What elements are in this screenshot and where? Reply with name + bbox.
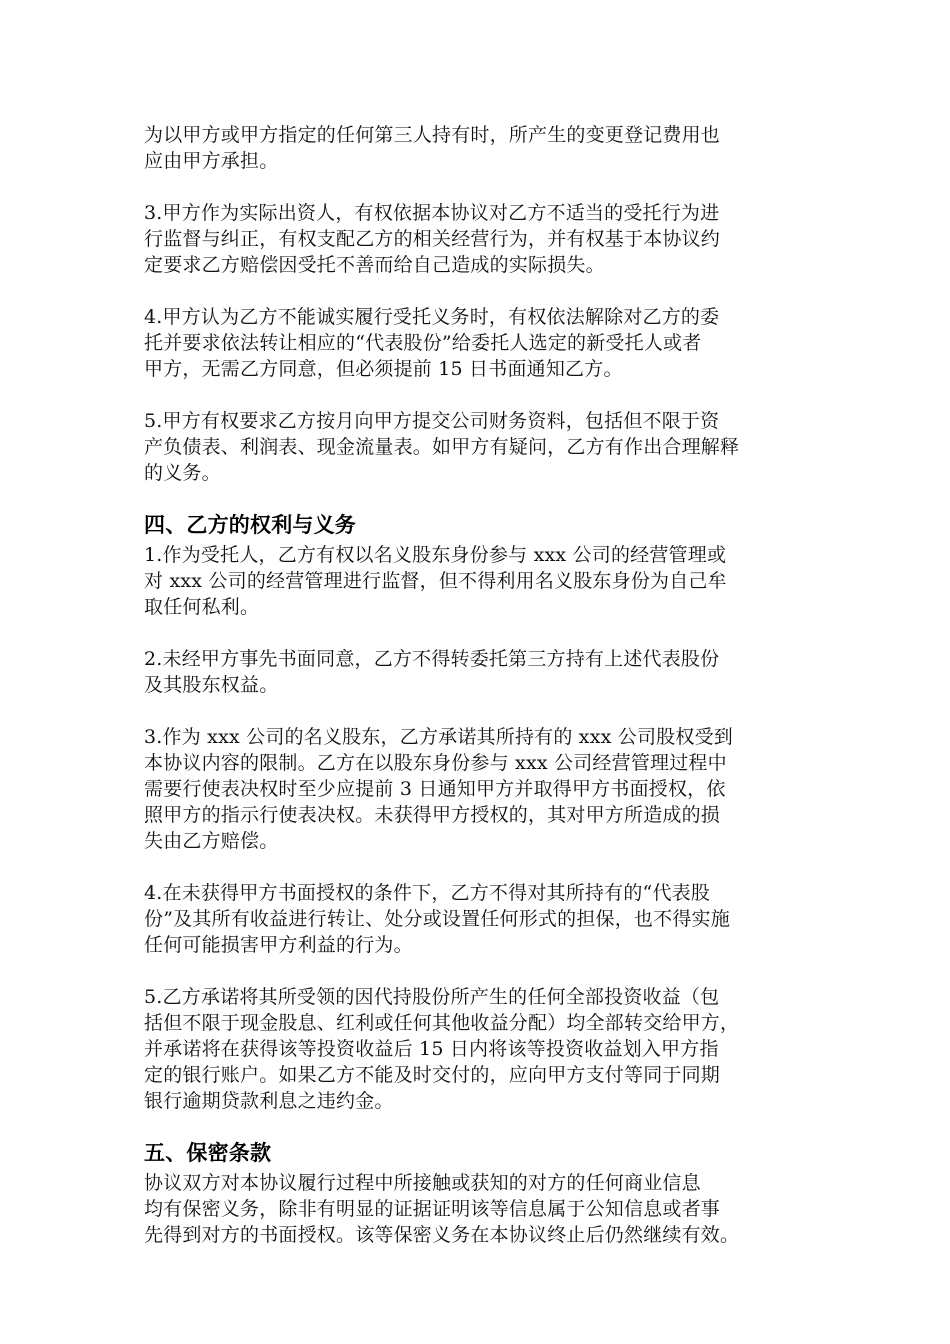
text-line: 并承诺将在获得该等投资收益后 15 日内将该等投资收益划入甲方指 xyxy=(144,1038,719,1060)
paragraph-continuation xyxy=(144,122,824,174)
text-line: 的义务。 xyxy=(144,462,221,484)
text-line: 1.作为受托人，乙方有权以名义股东身份参与 xxx 公司的经营管理或 xyxy=(144,544,727,566)
text-line: 先得到对方的书面授权。该等保密义务在本协议终止后仍然继续有效。 xyxy=(144,1224,740,1246)
paragraph-section4-clause-4 xyxy=(144,880,824,958)
text-line: 对 xxx 公司的经营管理进行监督，但不得利用名义股东身份为自己牟 xyxy=(144,570,727,592)
document-body xyxy=(144,122,824,1248)
text-line: 定要求乙方赔偿因受托不善而给自己造成的实际损失。 xyxy=(144,254,605,276)
text-line: 需要行使表决权时至少应提前 3 日通知甲方并取得甲方书面授权，依 xyxy=(144,778,726,800)
paragraph-clause-3-1 xyxy=(144,200,824,278)
text-line: 失由乙方赔偿。 xyxy=(144,830,279,852)
text-line: 为以甲方或甲方指定的任何第三人持有时，所产生的变更登记费用也 xyxy=(144,124,721,146)
text-line: 托并要求依法转让相应的“代表股份”给委托人选定的新受托人或者 xyxy=(144,332,702,354)
text-line: 照甲方的指示行使表决权。未获得甲方授权的，其对甲方所造成的损 xyxy=(144,804,721,826)
text-line: 5.乙方承诺将其所受领的因代持股份所产生的任何全部投资收益（包 xyxy=(144,986,720,1008)
section-heading-confidentiality: 五、保密条款 xyxy=(144,1141,272,1165)
text-line: 银行逾期贷款利息之违约金。 xyxy=(144,1090,394,1112)
text-line: 3.作为 xxx 公司的名义股东，乙方承诺其所持有的 xxx 公司股权受到 xyxy=(144,726,733,748)
text-line: 协议双方对本协议履行过程中所接触或获知的对方的任何商业信息 xyxy=(144,1172,701,1194)
text-line: 5.甲方有权要求乙方按月向甲方提交公司财务资料，包括但不限于资 xyxy=(144,410,720,432)
text-line: 本协议内容的限制。乙方在以股东身份参与 xxx 公司经营管理过程中 xyxy=(144,752,727,774)
text-line: 行监督与纠正，有权支配乙方的相关经营行为，并有权基于本协议约 xyxy=(144,228,721,250)
paragraph-section4-clause-5 xyxy=(144,984,824,1114)
text-line: 均有保密义务，除非有明显的证据证明该等信息属于公知信息或者事 xyxy=(144,1198,721,1220)
text-line: 3.甲方作为实际出资人，有权依据本协议对乙方不适当的受托行为进 xyxy=(144,202,720,224)
text-line: 任何可能损害甲方利益的行为。 xyxy=(144,934,413,956)
paragraph-clause-4-1 xyxy=(144,304,824,382)
text-line: 4.在未获得甲方书面授权的条件下，乙方不得对其所持有的“代表股 xyxy=(144,882,711,904)
section-heading-party-b-rights: 四、乙方的权利与义务 xyxy=(144,513,356,537)
text-line: 取任何私利。 xyxy=(144,596,260,618)
paragraph-clause-5-1 xyxy=(144,408,824,486)
text-line: 及其股东权益。 xyxy=(144,674,279,696)
text-line: 甲方，无需乙方同意，但必须提前 15 日书面通知乙方。 xyxy=(144,358,623,380)
paragraph-section4-clause-2 xyxy=(144,646,824,698)
text-line: 定的银行账户。如果乙方不能及时交付的，应向甲方支付等同于同期 xyxy=(144,1064,721,1086)
text-line: 产负债表、利润表、现金流量表。如甲方有疑问，乙方有作出合理解释 xyxy=(144,436,740,458)
paragraph-section4-clause-3 xyxy=(144,724,824,854)
text-line: 2.未经甲方事先书面同意，乙方不得转委托第三方持有上述代表股份 xyxy=(144,648,720,670)
text-line: 括但不限于现金股息、红利或任何其他收益分配）均全部转交给甲方， xyxy=(144,1012,740,1034)
text-line: 4.甲方认为乙方不能诚实履行受托义务时，有权依法解除对乙方的委 xyxy=(144,306,720,328)
text-line: 应由甲方承担。 xyxy=(144,150,279,172)
paragraph-section4-clause-1 xyxy=(144,542,824,620)
text-line: 份”及其所有收益进行转让、处分或设置任何形式的担保，也不得实施 xyxy=(144,908,730,930)
paragraph-confidentiality xyxy=(144,1170,824,1248)
